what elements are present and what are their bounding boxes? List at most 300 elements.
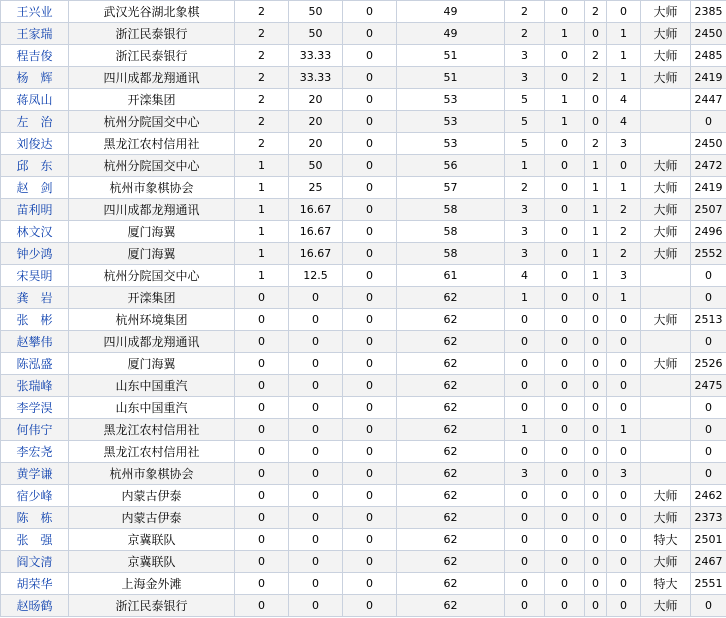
cell-losses: 2 (607, 243, 641, 265)
cell-rating: 0 (691, 331, 726, 353)
cell-games: 0 (505, 331, 545, 353)
cell-wins: 0 (545, 45, 585, 67)
cell-games: 5 (505, 89, 545, 111)
table-row (1, 133, 726, 155)
cell-rate: 0 (289, 375, 343, 397)
cell-games: 0 (505, 507, 545, 529)
cell-points: 2 (235, 111, 289, 133)
cell-rating: 0 (691, 463, 726, 485)
cell-title (641, 463, 691, 485)
cell-draws: 0 (585, 23, 607, 45)
table-row (1, 463, 726, 485)
player-name-link[interactable]: 王兴业 (1, 1, 69, 23)
table-row (1, 595, 726, 617)
cell-losses: 0 (607, 375, 641, 397)
player-name-link[interactable]: 何伟宁 (1, 419, 69, 441)
cell-draws: 0 (585, 353, 607, 375)
cell-draws: 0 (585, 595, 607, 617)
team-name: 上海金外滩 (69, 573, 235, 595)
team-name: 开滦集团 (69, 89, 235, 111)
cell-rate: 16.67 (289, 199, 343, 221)
cell-rate: 12.5 (289, 265, 343, 287)
cell-games: 3 (505, 221, 545, 243)
cell-value-a: 0 (343, 463, 397, 485)
cell-losses: 0 (607, 441, 641, 463)
cell-rank: 58 (397, 243, 505, 265)
table-row (1, 1, 726, 23)
cell-wins: 0 (545, 441, 585, 463)
team-name: 浙江民泰银行 (69, 23, 235, 45)
player-name-link[interactable]: 左 治 (1, 111, 69, 133)
table-row (1, 89, 726, 111)
team-name: 四川成都龙翔通讯 (69, 331, 235, 353)
team-name: 厦门海翼 (69, 243, 235, 265)
cell-wins: 0 (545, 221, 585, 243)
cell-losses: 0 (607, 155, 641, 177)
cell-rank: 61 (397, 265, 505, 287)
cell-rank: 62 (397, 573, 505, 595)
cell-value-a: 0 (343, 441, 397, 463)
cell-draws: 2 (585, 133, 607, 155)
cell-wins: 1 (545, 23, 585, 45)
cell-points: 0 (235, 353, 289, 375)
table-row (1, 353, 726, 375)
table-row (1, 221, 726, 243)
cell-title (641, 265, 691, 287)
cell-losses: 0 (607, 551, 641, 573)
cell-draws: 2 (585, 1, 607, 23)
table-row (1, 177, 726, 199)
player-name-link[interactable]: 胡荣华 (1, 573, 69, 595)
cell-value-a: 0 (343, 419, 397, 441)
cell-games: 1 (505, 419, 545, 441)
cell-rating: 2501 (691, 529, 726, 551)
cell-title (641, 331, 691, 353)
cell-points: 0 (235, 485, 289, 507)
cell-rank: 62 (397, 375, 505, 397)
player-name-link[interactable]: 宋昊明 (1, 265, 69, 287)
player-name-link[interactable]: 陈 栋 (1, 507, 69, 529)
team-name: 黑龙江农村信用社 (69, 441, 235, 463)
cell-title (641, 441, 691, 463)
cell-rating: 0 (691, 287, 726, 309)
cell-draws: 1 (585, 265, 607, 287)
cell-draws: 0 (585, 419, 607, 441)
cell-wins: 0 (545, 485, 585, 507)
table-row (1, 287, 726, 309)
cell-title: 大师 (641, 595, 691, 617)
cell-title: 特大 (641, 573, 691, 595)
team-name: 杭州分院国交中心 (69, 155, 235, 177)
player-name-link[interactable]: 王家瑞 (1, 23, 69, 45)
cell-rate: 0 (289, 419, 343, 441)
cell-games: 3 (505, 463, 545, 485)
cell-losses: 0 (607, 507, 641, 529)
cell-draws: 1 (585, 221, 607, 243)
cell-rating: 2513 (691, 309, 726, 331)
cell-title (641, 111, 691, 133)
cell-games: 0 (505, 551, 545, 573)
player-name-link[interactable]: 赵 剑 (1, 177, 69, 199)
cell-value-a: 0 (343, 221, 397, 243)
cell-rate: 0 (289, 507, 343, 529)
cell-points: 0 (235, 441, 289, 463)
cell-rating: 2450 (691, 23, 726, 45)
cell-points: 0 (235, 595, 289, 617)
cell-rank: 62 (397, 463, 505, 485)
cell-points: 1 (235, 155, 289, 177)
cell-wins: 0 (545, 155, 585, 177)
cell-rank: 62 (397, 331, 505, 353)
cell-games: 5 (505, 133, 545, 155)
cell-title: 大师 (641, 1, 691, 23)
player-name-link[interactable]: 蒋凤山 (1, 89, 69, 111)
team-name: 黑龙江农村信用社 (69, 133, 235, 155)
cell-losses: 0 (607, 595, 641, 617)
team-name: 开滦集团 (69, 287, 235, 309)
team-name: 杭州市象棋协会 (69, 177, 235, 199)
cell-title (641, 133, 691, 155)
cell-points: 1 (235, 265, 289, 287)
cell-value-a: 0 (343, 309, 397, 331)
cell-rating: 2507 (691, 199, 726, 221)
cell-title: 大师 (641, 353, 691, 375)
cell-rank: 57 (397, 177, 505, 199)
player-name-link[interactable]: 林文汉 (1, 221, 69, 243)
cell-value-a: 0 (343, 67, 397, 89)
table-row (1, 441, 726, 463)
cell-rank: 51 (397, 67, 505, 89)
cell-title: 大师 (641, 551, 691, 573)
cell-points: 1 (235, 221, 289, 243)
table-row (1, 551, 726, 573)
cell-games: 3 (505, 67, 545, 89)
cell-draws: 0 (585, 485, 607, 507)
cell-rank: 62 (397, 551, 505, 573)
cell-rank: 53 (397, 133, 505, 155)
table-row (1, 573, 726, 595)
cell-value-a: 0 (343, 353, 397, 375)
cell-wins: 0 (545, 287, 585, 309)
cell-points: 0 (235, 551, 289, 573)
cell-losses: 0 (607, 309, 641, 331)
cell-losses: 0 (607, 529, 641, 551)
cell-games: 3 (505, 243, 545, 265)
cell-losses: 2 (607, 199, 641, 221)
cell-draws: 1 (585, 243, 607, 265)
player-name-link[interactable]: 赵旸鹤 (1, 595, 69, 617)
cell-points: 0 (235, 397, 289, 419)
table-row (1, 67, 726, 89)
cell-games: 0 (505, 529, 545, 551)
player-name-link[interactable]: 张瑞峰 (1, 375, 69, 397)
table-row (1, 309, 726, 331)
cell-games: 1 (505, 287, 545, 309)
cell-rating: 2526 (691, 353, 726, 375)
cell-rating: 2450 (691, 133, 726, 155)
cell-games: 5 (505, 111, 545, 133)
cell-points: 0 (235, 529, 289, 551)
player-name-link[interactable]: 陈泓盛 (1, 353, 69, 375)
cell-title: 大师 (641, 177, 691, 199)
cell-points: 0 (235, 287, 289, 309)
cell-games: 0 (505, 375, 545, 397)
player-name-link[interactable]: 杨 辉 (1, 67, 69, 89)
team-name: 内蒙古伊泰 (69, 485, 235, 507)
cell-title: 大师 (641, 45, 691, 67)
player-name-link[interactable]: 钟少鸿 (1, 243, 69, 265)
cell-points: 0 (235, 507, 289, 529)
cell-value-a: 0 (343, 287, 397, 309)
table-row (1, 23, 726, 45)
player-name-link[interactable]: 龚 岩 (1, 287, 69, 309)
cell-rate: 20 (289, 89, 343, 111)
table-row (1, 507, 726, 529)
player-name-link[interactable]: 宿少峰 (1, 485, 69, 507)
team-name: 杭州分院国交中心 (69, 111, 235, 133)
team-name: 黑龙江农村信用社 (69, 419, 235, 441)
cell-games: 0 (505, 441, 545, 463)
cell-value-a: 0 (343, 397, 397, 419)
cell-title: 大师 (641, 221, 691, 243)
cell-value-a: 0 (343, 133, 397, 155)
cell-losses: 1 (607, 177, 641, 199)
cell-title: 大师 (641, 243, 691, 265)
team-name: 四川成都龙翔通讯 (69, 199, 235, 221)
cell-points: 0 (235, 463, 289, 485)
cell-games: 1 (505, 155, 545, 177)
cell-wins: 0 (545, 331, 585, 353)
cell-draws: 0 (585, 309, 607, 331)
cell-wins: 0 (545, 529, 585, 551)
cell-points: 0 (235, 331, 289, 353)
cell-value-a: 0 (343, 89, 397, 111)
team-name: 内蒙古伊泰 (69, 507, 235, 529)
cell-value-a: 0 (343, 23, 397, 45)
cell-draws: 0 (585, 463, 607, 485)
cell-losses: 1 (607, 45, 641, 67)
cell-wins: 0 (545, 573, 585, 595)
cell-rating: 2475 (691, 375, 726, 397)
cell-draws: 1 (585, 199, 607, 221)
cell-losses: 0 (607, 485, 641, 507)
table-body (1, 1, 726, 617)
cell-rank: 62 (397, 507, 505, 529)
cell-title: 大师 (641, 67, 691, 89)
cell-rank: 53 (397, 89, 505, 111)
cell-rank: 62 (397, 441, 505, 463)
cell-wins: 0 (545, 1, 585, 23)
cell-rate: 16.67 (289, 221, 343, 243)
cell-games: 0 (505, 595, 545, 617)
cell-rating: 2467 (691, 551, 726, 573)
cell-losses: 0 (607, 331, 641, 353)
cell-rate: 0 (289, 485, 343, 507)
cell-points: 2 (235, 133, 289, 155)
cell-points: 2 (235, 67, 289, 89)
table-row (1, 375, 726, 397)
cell-rating: 2472 (691, 155, 726, 177)
cell-draws: 2 (585, 45, 607, 67)
cell-points: 2 (235, 89, 289, 111)
cell-value-a: 0 (343, 595, 397, 617)
cell-rank: 62 (397, 595, 505, 617)
cell-wins: 0 (545, 419, 585, 441)
cell-draws: 1 (585, 177, 607, 199)
cell-wins: 1 (545, 111, 585, 133)
cell-value-a: 0 (343, 573, 397, 595)
cell-rate: 20 (289, 133, 343, 155)
cell-value-a: 0 (343, 111, 397, 133)
cell-title (641, 375, 691, 397)
cell-wins: 0 (545, 595, 585, 617)
player-name-link[interactable]: 张 彬 (1, 309, 69, 331)
cell-rank: 62 (397, 529, 505, 551)
cell-value-a: 0 (343, 177, 397, 199)
cell-title: 大师 (641, 199, 691, 221)
team-name: 浙江民泰银行 (69, 45, 235, 67)
cell-wins: 0 (545, 397, 585, 419)
cell-rank: 62 (397, 353, 505, 375)
cell-wins: 1 (545, 89, 585, 111)
cell-rank: 62 (397, 397, 505, 419)
cell-title (641, 397, 691, 419)
player-name-link[interactable]: 程吉俊 (1, 45, 69, 67)
cell-rank: 53 (397, 111, 505, 133)
cell-rate: 16.67 (289, 243, 343, 265)
cell-losses: 1 (607, 287, 641, 309)
cell-title: 大师 (641, 23, 691, 45)
cell-rate: 20 (289, 111, 343, 133)
player-name-link[interactable]: 赵攀伟 (1, 331, 69, 353)
cell-rating: 0 (691, 419, 726, 441)
cell-points: 2 (235, 23, 289, 45)
cell-rate: 0 (289, 551, 343, 573)
cell-draws: 0 (585, 287, 607, 309)
table-row (1, 155, 726, 177)
cell-rank: 62 (397, 287, 505, 309)
cell-wins: 0 (545, 463, 585, 485)
cell-title: 大师 (641, 155, 691, 177)
cell-rating: 0 (691, 397, 726, 419)
cell-rating: 2419 (691, 177, 726, 199)
cell-wins: 0 (545, 177, 585, 199)
cell-draws: 0 (585, 529, 607, 551)
cell-value-a: 0 (343, 1, 397, 23)
cell-losses: 0 (607, 573, 641, 595)
cell-losses: 4 (607, 111, 641, 133)
cell-draws: 0 (585, 111, 607, 133)
cell-rating: 0 (691, 441, 726, 463)
cell-points: 1 (235, 177, 289, 199)
cell-draws: 0 (585, 441, 607, 463)
cell-rating: 2551 (691, 573, 726, 595)
cell-value-a: 0 (343, 155, 397, 177)
cell-rating: 2496 (691, 221, 726, 243)
cell-games: 0 (505, 397, 545, 419)
cell-rank: 62 (397, 419, 505, 441)
cell-rank: 62 (397, 485, 505, 507)
cell-value-a: 0 (343, 243, 397, 265)
table-row (1, 243, 726, 265)
cell-rate: 50 (289, 23, 343, 45)
cell-points: 2 (235, 45, 289, 67)
cell-games: 0 (505, 309, 545, 331)
team-name: 京冀联队 (69, 529, 235, 551)
cell-losses: 0 (607, 397, 641, 419)
table-row (1, 529, 726, 551)
cell-rank: 56 (397, 155, 505, 177)
cell-points: 0 (235, 419, 289, 441)
team-name: 杭州市象棋协会 (69, 463, 235, 485)
cell-title: 大师 (641, 485, 691, 507)
table-row (1, 45, 726, 67)
team-name: 厦门海翼 (69, 353, 235, 375)
cell-wins: 0 (545, 309, 585, 331)
cell-title: 大师 (641, 309, 691, 331)
cell-wins: 0 (545, 551, 585, 573)
player-name-link[interactable]: 李学淏 (1, 397, 69, 419)
cell-rating: 0 (691, 595, 726, 617)
cell-wins: 0 (545, 133, 585, 155)
cell-title (641, 419, 691, 441)
cell-value-a: 0 (343, 529, 397, 551)
team-name: 山东中国重汽 (69, 375, 235, 397)
cell-draws: 0 (585, 573, 607, 595)
cell-draws: 0 (585, 89, 607, 111)
cell-losses: 1 (607, 67, 641, 89)
cell-games: 0 (505, 353, 545, 375)
table-row (1, 485, 726, 507)
cell-wins: 0 (545, 507, 585, 529)
player-name-link[interactable]: 黄学谦 (1, 463, 69, 485)
cell-rank: 62 (397, 309, 505, 331)
player-name-link[interactable]: 邱 东 (1, 155, 69, 177)
cell-wins: 0 (545, 199, 585, 221)
player-name-link[interactable]: 李宏尧 (1, 441, 69, 463)
team-name: 山东中国重汽 (69, 397, 235, 419)
cell-rank: 49 (397, 23, 505, 45)
cell-losses: 0 (607, 1, 641, 23)
cell-draws: 0 (585, 397, 607, 419)
cell-rank: 49 (397, 1, 505, 23)
cell-rate: 33.33 (289, 67, 343, 89)
player-name-link[interactable]: 张 强 (1, 529, 69, 551)
player-name-link[interactable]: 苗利明 (1, 199, 69, 221)
cell-losses: 0 (607, 353, 641, 375)
cell-value-a: 0 (343, 551, 397, 573)
table-row (1, 331, 726, 353)
cell-rate: 0 (289, 331, 343, 353)
team-name: 厦门海翼 (69, 221, 235, 243)
cell-rank: 51 (397, 45, 505, 67)
cell-title (641, 89, 691, 111)
cell-points: 1 (235, 199, 289, 221)
player-name-link[interactable]: 刘俊达 (1, 133, 69, 155)
cell-games: 2 (505, 23, 545, 45)
cell-points: 0 (235, 573, 289, 595)
cell-title: 大师 (641, 507, 691, 529)
cell-points: 2 (235, 1, 289, 23)
cell-points: 0 (235, 309, 289, 331)
cell-rate: 0 (289, 595, 343, 617)
player-name-link[interactable]: 阎文清 (1, 551, 69, 573)
cell-value-a: 0 (343, 45, 397, 67)
team-name: 杭州环境集团 (69, 309, 235, 331)
table-row (1, 265, 726, 287)
table-row (1, 397, 726, 419)
cell-rating: 2552 (691, 243, 726, 265)
